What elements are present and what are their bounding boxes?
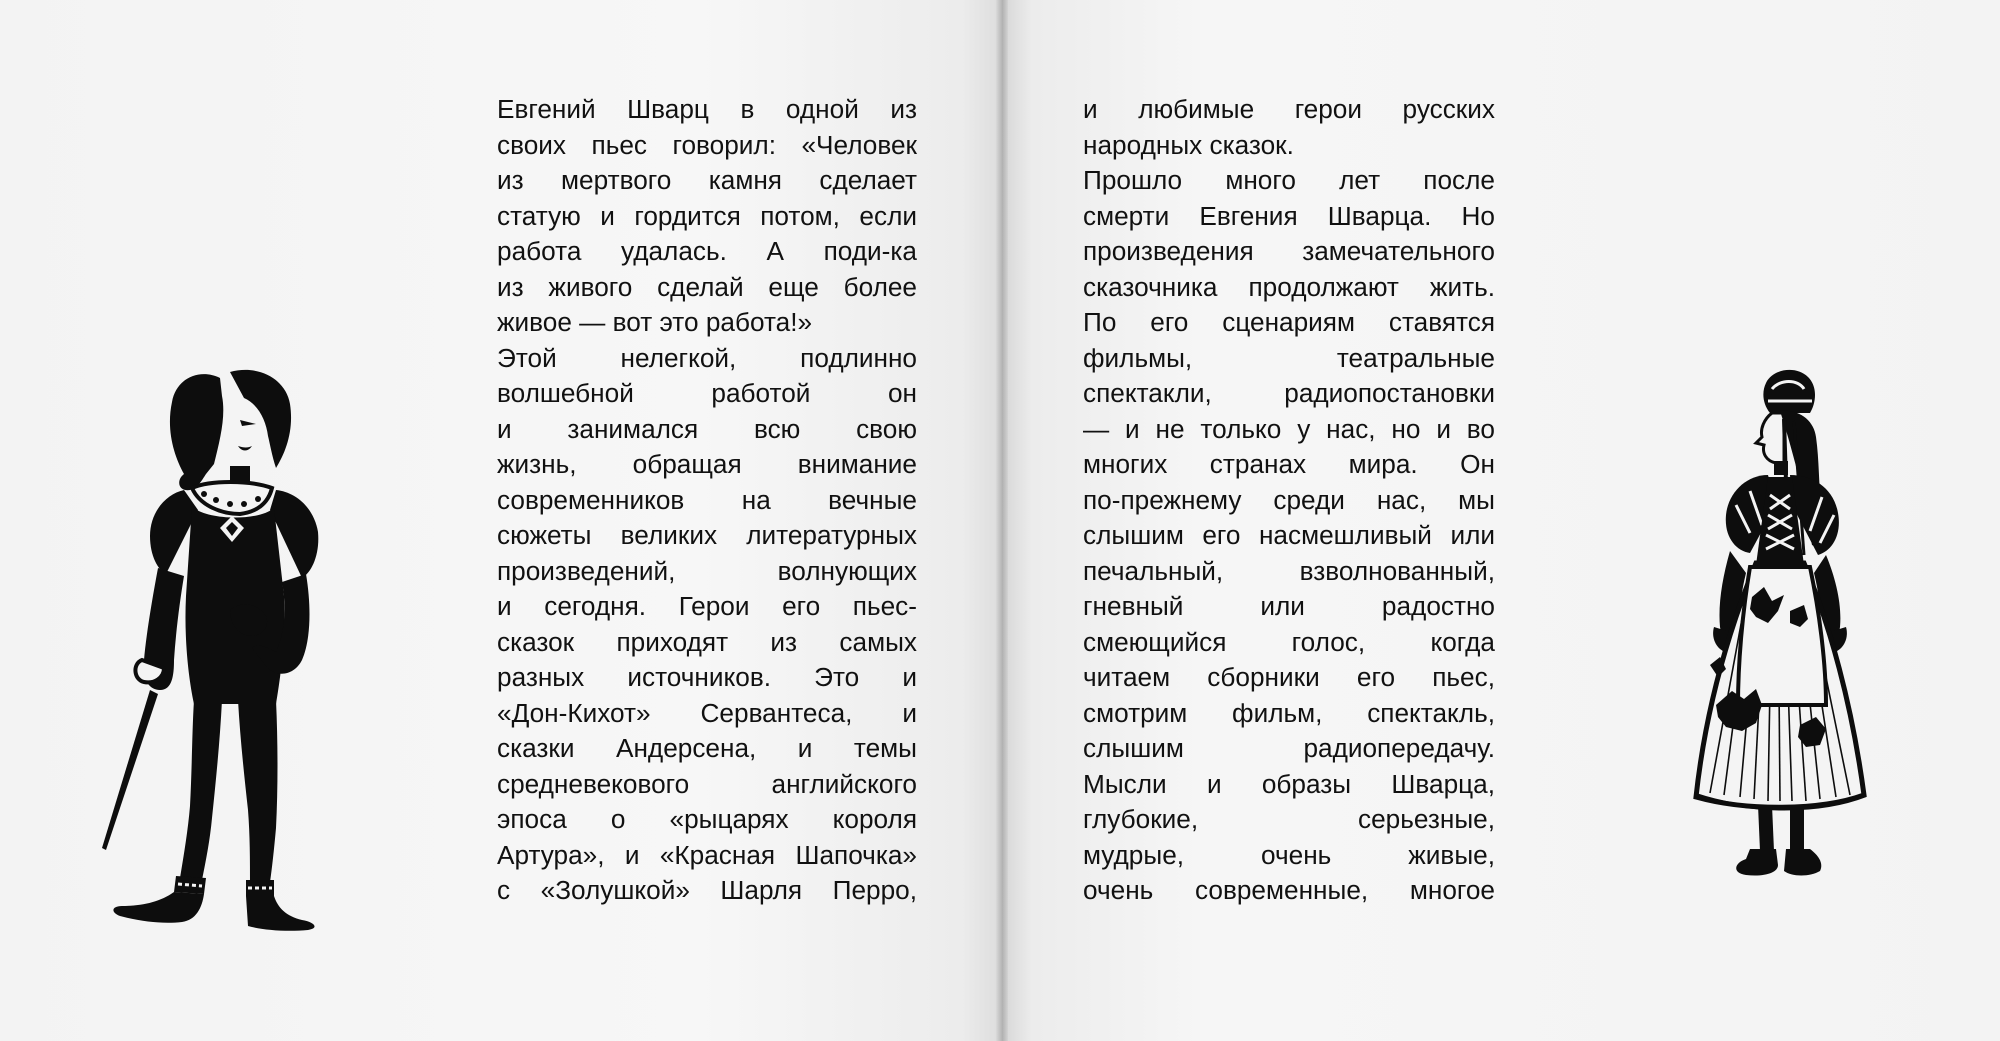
text-line: своих пьес говорил: «Человек — [497, 129, 917, 160]
text-line: с «Золушкой» Шарля Перро, — [497, 875, 917, 905]
text-line: сюжеты великих литературных — [497, 520, 917, 550]
text-line: — и не только у нас, но и во — [1083, 413, 1495, 444]
text-line: Этой нелегкой, подлинно — [497, 342, 917, 373]
text-line: спектакли, радиопостановки — [1083, 378, 1495, 408]
text-line: многих странах мира. Он — [1083, 449, 1495, 479]
text-line: сказки Андерсена, и темы — [497, 733, 917, 763]
text-line: Мысли и образы Шварца, — [1083, 768, 1495, 799]
text-line: эпоса о «рыцарях короля — [497, 804, 917, 834]
text-line: слышим его насмешливый или — [1083, 520, 1495, 550]
text-line: смотрим фильм, спектакль, — [1083, 697, 1495, 728]
text-line: живое — вот это работа!» — [497, 307, 813, 337]
text-line: разных источников. Это и — [497, 662, 917, 692]
prince-silhouette-icon — [80, 360, 400, 950]
text-line: и любимые герои русских — [1083, 94, 1495, 124]
text-line: сказочника продолжают жить. — [1083, 271, 1495, 302]
text-line: волшебной работой он — [497, 378, 917, 408]
text-line: по-прежнему среди нас, мы — [1083, 484, 1495, 515]
text-line: и сегодня. Герои его пьес- — [497, 591, 917, 621]
maiden-silhouette-icon — [1680, 365, 1930, 945]
text-line: читаем сборники его пьес, — [1083, 662, 1495, 692]
text-line: работа удалась. А поди-ка — [497, 236, 917, 266]
text-line: печальный, взволнованный, — [1083, 555, 1495, 586]
text-line: и занимался всю свою — [497, 413, 917, 444]
text-line: смеющийся голос, когда — [1083, 626, 1495, 657]
text-line: очень современные, многое — [1083, 875, 1495, 905]
text-line: смерти Евгения Шварца. Но — [1083, 200, 1495, 231]
text-line: мудрые, очень живые, — [1083, 839, 1495, 870]
text-line: фильмы, театральные — [1083, 342, 1495, 373]
text-line: Евгений Шварц в одной из — [497, 94, 917, 124]
text-line: «Дон-Кихот» Сервантеса, и — [497, 697, 917, 728]
text-line: жизнь, обращая внимание — [497, 449, 917, 479]
text-line: произведений, волнующих — [497, 555, 917, 586]
text-line: из живого сделай еще более — [497, 271, 917, 302]
text-line: средневекового английского — [497, 768, 917, 799]
text-line: современников на вечные — [497, 484, 917, 515]
text-line: из мертвого камня сделает — [497, 165, 917, 195]
text-line: слышим радиопередачу. — [1083, 733, 1495, 763]
text-line: народных сказок. — [1083, 129, 1294, 160]
book-gutter — [996, 0, 1008, 1041]
text-line: произведения замечательного — [1083, 236, 1495, 266]
text-line: Артура», и «Красная Шапочка» — [497, 839, 917, 870]
text-line: сказок приходят из самых — [497, 626, 917, 657]
text-line: Прошло много лет после — [1083, 165, 1495, 195]
text-line: глубокие, серьезные, — [1083, 804, 1495, 834]
text-line: статую и гордится потом, если — [497, 200, 917, 231]
right-page-text — [1083, 92, 1495, 909]
text-line: гневный или радостно — [1083, 591, 1495, 621]
right-page — [1002, 0, 2000, 1041]
left-page-text — [497, 92, 917, 909]
text-line: По его сценариям ставятся — [1083, 307, 1495, 337]
